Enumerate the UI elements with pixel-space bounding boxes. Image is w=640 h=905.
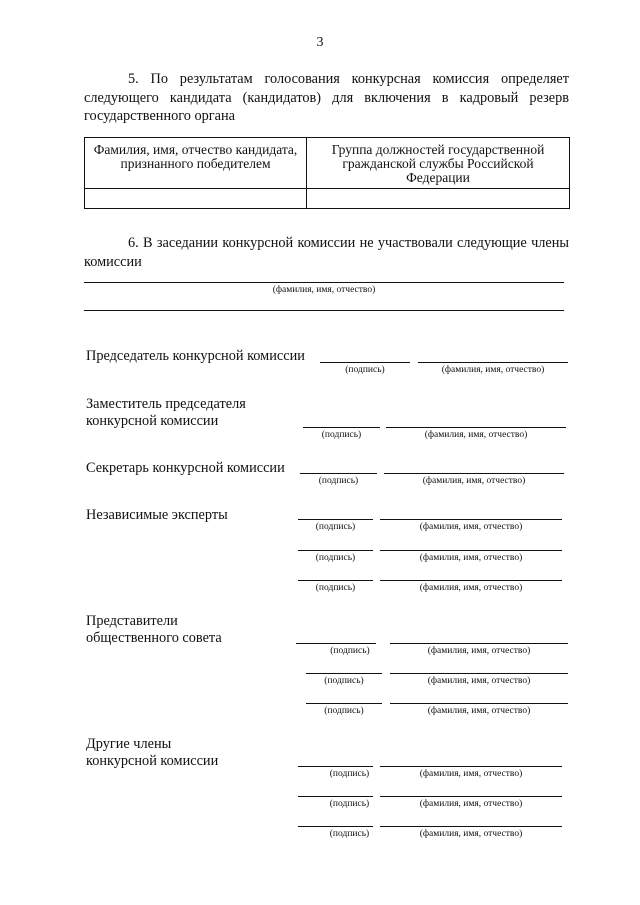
deputy-chairman-label-1: Заместитель председателя	[86, 396, 246, 412]
absent-members-line-1[interactable]	[84, 282, 564, 283]
council-3-signature-line[interactable]	[306, 703, 382, 704]
deputy-chairman-label-2: конкурсной комиссии	[86, 413, 219, 429]
fio-caption: (фамилия, имя, отчество)	[419, 799, 523, 809]
table-header-position-group: Группа должностей государственной гражданской службы Российской Федерации	[307, 138, 570, 189]
fio-caption: (фамилия, имя, отчество)	[441, 365, 545, 375]
page-number: 3	[316, 35, 324, 50]
fio-caption: (фамилия, имя, отчество)	[419, 522, 523, 532]
council-2-fio-line[interactable]	[390, 673, 568, 674]
fio-caption: (фамилия, имя, отчество)	[427, 706, 531, 716]
table-header-fio: Фамилия, имя, отчество кандидата, признанного победителем	[85, 138, 307, 189]
signature-caption: (подпись)	[321, 430, 362, 440]
signature-caption: (подпись)	[315, 553, 356, 563]
other-members-label-1: Другие члены	[86, 736, 172, 752]
expert-2-fio-line[interactable]	[380, 550, 562, 551]
chairman-label: Председатель конкурсной комиссии	[86, 348, 305, 364]
council-1-fio-line[interactable]	[390, 643, 568, 644]
fio-caption: (фамилия, имя, отчество)	[422, 476, 526, 486]
other-members-label-2: конкурсной комиссии	[86, 753, 219, 769]
absent-members-line-2[interactable]	[84, 310, 564, 311]
fio-caption: (фамилия, имя, отчество)	[419, 583, 523, 593]
other-2-signature-line[interactable]	[298, 796, 373, 797]
signature-caption: (подпись)	[330, 646, 370, 656]
signature-caption: (подпись)	[315, 583, 356, 593]
other-2-fio-line[interactable]	[380, 796, 562, 797]
expert-1-fio-line[interactable]	[380, 519, 562, 520]
signature-caption: (подпись)	[329, 769, 370, 779]
other-1-fio-line[interactable]	[380, 766, 562, 767]
table-cell-position-group[interactable]	[307, 189, 570, 209]
fio-caption: (фамилия, имя, отчество)	[424, 430, 528, 440]
fio-caption: (фамилия, имя, отчество)	[427, 646, 531, 656]
fio-caption: (фамилия, имя, отчество)	[427, 676, 531, 686]
signature-caption: (подпись)	[324, 706, 364, 716]
expert-1-signature-line[interactable]	[298, 519, 373, 520]
paragraph-6: 6. В заседании конкурсной комиссии не участвовали следующие члены комиссии	[84, 235, 569, 270]
deputy-signature-line[interactable]	[303, 427, 380, 428]
council-1-signature-line[interactable]	[296, 643, 376, 644]
signature-caption: (подпись)	[315, 522, 356, 532]
other-3-signature-line[interactable]	[298, 826, 373, 827]
expert-3-fio-line[interactable]	[380, 580, 562, 581]
secretary-label: Секретарь конкурсной комиссии	[86, 460, 285, 476]
signature-caption: (подпись)	[324, 676, 364, 686]
council-3-fio-line[interactable]	[390, 703, 568, 704]
chairman-fio-line[interactable]	[418, 362, 568, 363]
fio-caption: (фамилия, имя, отчество)	[419, 829, 523, 839]
secretary-fio-line[interactable]	[384, 473, 564, 474]
signature-caption: (подпись)	[329, 829, 370, 839]
signature-caption: (подпись)	[345, 365, 385, 375]
deputy-fio-line[interactable]	[386, 427, 566, 428]
experts-label: Независимые эксперты	[86, 507, 228, 523]
other-3-fio-line[interactable]	[380, 826, 562, 827]
chairman-signature-line[interactable]	[320, 362, 410, 363]
secretary-signature-line[interactable]	[300, 473, 377, 474]
signature-caption: (подпись)	[329, 799, 370, 809]
other-1-signature-line[interactable]	[298, 766, 373, 767]
fio-caption: (фамилия, имя, отчество)	[272, 285, 376, 295]
public-council-label-2: общественного совета	[86, 630, 222, 646]
fio-caption: (фамилия, имя, отчество)	[419, 553, 523, 563]
table-cell-fio[interactable]	[85, 189, 307, 209]
paragraph-5: 5. По результатам голосования конкурсная комиссия определяет следующего кандидата (кандидатов) для включения в кадровый резерв государственного органа	[84, 71, 569, 124]
winners-table	[84, 137, 570, 209]
expert-3-signature-line[interactable]	[298, 580, 373, 581]
expert-2-signature-line[interactable]	[298, 550, 373, 551]
signature-caption: (подпись)	[318, 476, 359, 486]
council-2-signature-line[interactable]	[306, 673, 382, 674]
fio-caption: (фамилия, имя, отчество)	[419, 769, 523, 779]
public-council-label-1: Представители	[86, 613, 178, 629]
